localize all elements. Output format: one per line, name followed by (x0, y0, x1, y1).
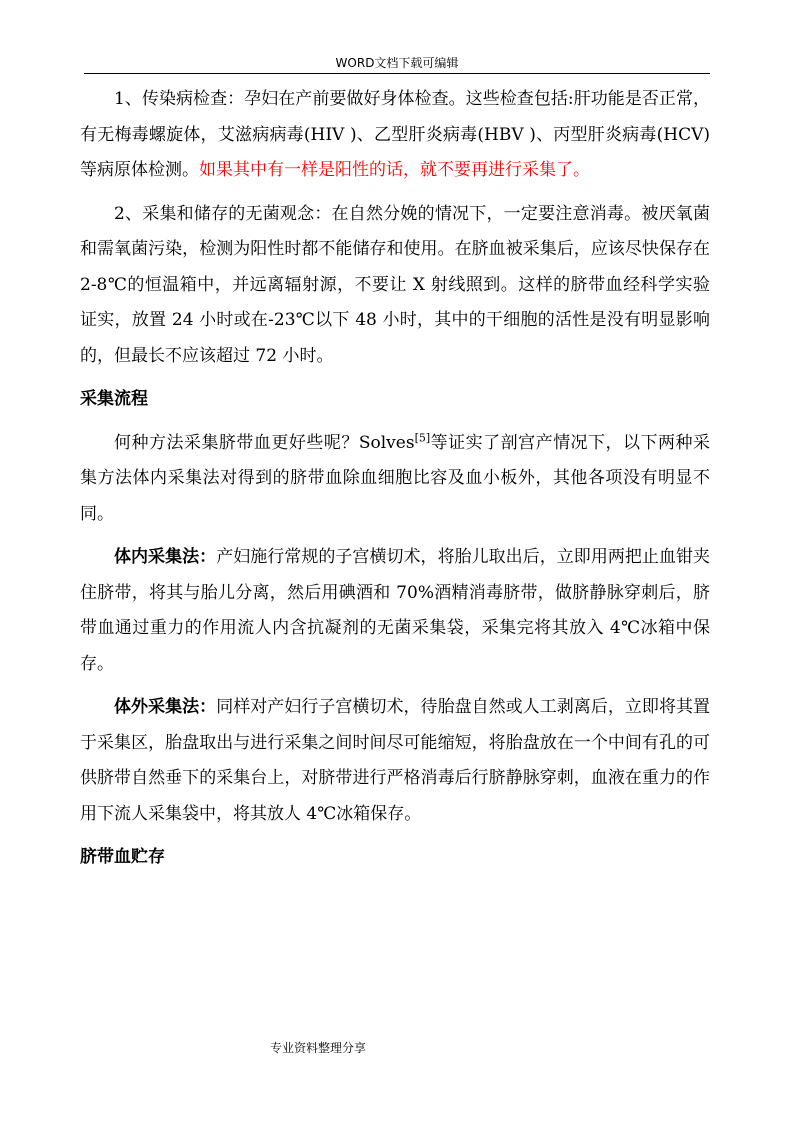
citation-reference: [5] (414, 430, 431, 444)
heading-collection-process: 采集流程 (80, 389, 148, 409)
document-body (80, 82, 710, 884)
ex-vivo-method-text: 同样对产妇行子宫横切术，待胎盘自然或人工剥离后，立即将其置于采集区，胎盘取出与进行采集之间时间尽可能缩短，将胎盘放在一个中间有孔的可供脐带自然垂下的采集台上，对脐带进行严格消毒后行脐静脉穿刺，血液在重力的作用下流人采集袋中，将其放人 4℃冰箱保存。 (80, 697, 711, 824)
method-comparison-intro: 何种方法采集脐带血更好些呢？Solves (114, 432, 415, 453)
in-vivo-method-text: 产妇施行常规的子宫横切术，将胎儿取出后，立即用两把止血钳夹住脐带，将其与胎儿分离，然后用碘酒和 70%酒精消毒脐带，做脐静脉穿刺后，脐带血通过重力的作用流人内含抗凝剂的无菌采集袋，采集完将其放入 4℃冰箱中保存。 (80, 547, 711, 674)
page-header: WORD文档下载可编辑 (335, 56, 459, 70)
infection-check-warning: 如果其中有一样是阳性的话，就不要再进行采集了。 (199, 160, 590, 180)
paragraph-sterile-storage: 2、采集和储存的无菌观念：在自然分娩的情况下，一定要注意消毒。被厌氧菌和需氧菌污染，检测为阳性时都不能储存和使用。在脐血被采集后，应该尽快保存在 2-8℃的恒温箱中，并远离辐射源，不要让 X 射线照到。这样的脐带血经科学实验证实，放置 24 小时或在-23℃以下 48 小时，其中的干细胞的活性是没有明显影响的，但最长不应该超过 72 小时。 (80, 203, 710, 366)
method-comparison-text: 等证实了剖宫产情况下，以下两种采集方法体内采集法对得到的脐带血除血细胞比容及血小板外，其他各项没有明显不同。 (80, 432, 710, 524)
header-divider (84, 73, 710, 74)
paragraph-ex-vivo-method (80, 690, 710, 832)
page-footer: 专业资料整理分享 (270, 1041, 367, 1055)
paragraph-infection-check (80, 82, 710, 189)
paragraph-in-vivo-method (80, 540, 710, 682)
heading-cord-blood-storage: 脐带血贮存 (80, 847, 165, 867)
ex-vivo-method-label: 体外采集法： (114, 697, 217, 717)
in-vivo-method-label: 体内采集法： (114, 547, 217, 567)
infection-check-text: 1、传染病检查：孕妇在产前要做好身体检查。这些检查包括:肝功能是否正常，有无梅毒螺旋体，艾滋病病毒(HIV )、乙型肝炎病毒(HBV )、丙型肝炎病毒(HCV)等病原体检测。 (80, 89, 710, 180)
paragraph-method-comparison (80, 426, 710, 533)
